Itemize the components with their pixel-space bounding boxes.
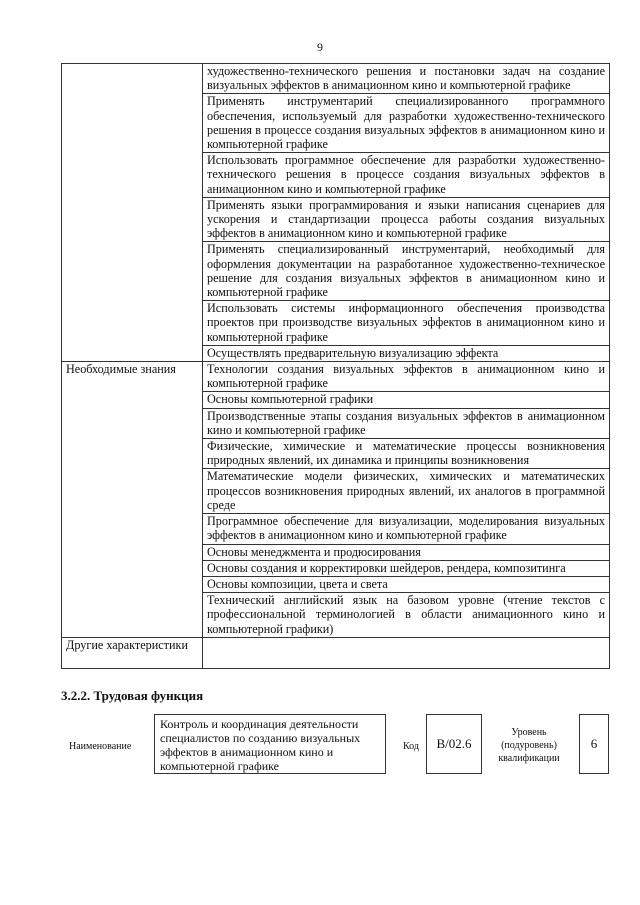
row-category-cell	[62, 64, 203, 362]
row-description-cell: Осуществлять предварительную визуализацию эффекта	[203, 345, 610, 361]
name-label: Наименование	[69, 741, 132, 752]
qualification-level-box: 6	[579, 714, 609, 774]
row-description-cell: Использовать системы информационного обеспечения производства проектов при производстве визуальных эффектов в анимационном кино и компьютерной графике	[203, 301, 610, 346]
table-body	[62, 64, 610, 669]
row-category-cell: Другие характеристики	[62, 637, 203, 668]
row-description-cell: Основы менеджмента и продюсирования	[203, 544, 610, 560]
row-description-cell: Применять языки программирования и языки написания сценариев для ускорения и стандартизации процесса работы создания визуальных эффектов в анимационном кино и компьютерной графике	[203, 197, 610, 242]
page-number: 9	[317, 40, 323, 54]
row-description-cell: Технологии создания визуальных эффектов в анимационном кино и компьютерной графике	[203, 362, 610, 392]
labor-function-header	[61, 714, 613, 776]
row-description-cell: Физические, химические и математические процессы возникновения природных явлений, их динамика и принципы возникновения	[203, 439, 610, 469]
table-row	[62, 362, 610, 392]
row-description-cell: Использовать программное обеспечение для разработки художественно-технического решения в процессе создания визуальных эффектов в анимационном кино и компьютерной графике	[203, 153, 610, 198]
table-row	[62, 637, 610, 668]
function-name-box: Контроль и координация деятельности специалистов по созданию визуальных эффектов в анимационном кино и компьютерной графике	[154, 714, 386, 774]
row-description-cell: Технический английский язык на базовом уровне (чтение текстов с профессиональной терминологией в области анимационного кино и компьютерной графики)	[203, 593, 610, 638]
code-box: B/02.6	[426, 714, 482, 774]
row-description-cell: Программное обеспечение для визуализации, моделирования визуальных эффектов в анимационном кино и компьютерной графике	[203, 514, 610, 544]
table-row	[62, 64, 610, 94]
row-description-cell: Математические модели физических, химических и математических процессов возникновения природных явлений, их аналогов в программной среде	[203, 469, 610, 514]
row-description-cell: Основы компьютерной графики	[203, 392, 610, 408]
row-description-cell: Основы композиции, цвета и света	[203, 576, 610, 592]
row-description-cell: Основы создания и корректировки шейдеров, рендера, композитинга	[203, 560, 610, 576]
row-category-cell: Необходимые знания	[62, 362, 203, 638]
row-description-cell: Производственные этапы создания визуальных эффектов в анимационном кино и компьютерной графике	[203, 408, 610, 438]
row-description-cell	[203, 637, 610, 668]
row-description-cell: художественно-технического решения и постановки задач на создание визуальных эффектов в анимационном кино и компьютерной графике	[203, 64, 610, 94]
row-description-cell: Применять специализированный инструментарий, необходимый для оформления документации на разработанное художественно-техническое решение для создания визуальных эффектов в анимационном кино и компьютерной графике	[203, 242, 610, 301]
row-description-cell: Применять инструментарий специализированного программного обеспечения, используемый для разработки художественно-технического решения в процессе создания визуальных эффектов в анимационном кино и компьютерной графике	[203, 94, 610, 153]
skills-knowledge-table	[61, 63, 610, 669]
qualification-level-label: Уровень (подуровень) квалификации	[498, 727, 560, 764]
section-title: 3.2.2. Трудовая функция	[61, 688, 204, 703]
code-label: Код	[403, 741, 419, 752]
